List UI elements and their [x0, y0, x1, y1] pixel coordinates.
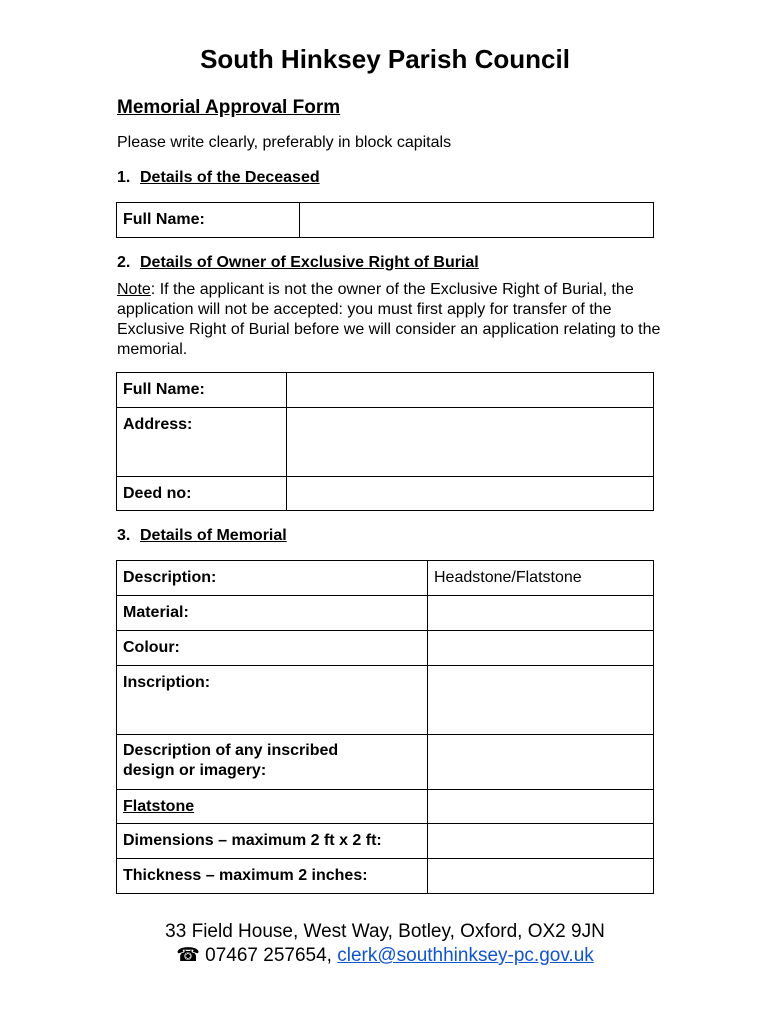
deed-no-label: Deed no:: [117, 477, 287, 511]
table-row: [117, 790, 654, 824]
section-number: 3.: [117, 527, 131, 544]
form-title: Memorial Approval Form: [117, 97, 341, 118]
section-number: 2.: [117, 254, 131, 271]
table-row: [117, 477, 654, 511]
deceased-full-name-label: Full Name:: [117, 203, 300, 238]
colour-label: Colour:: [117, 631, 428, 666]
note-label: Note: [117, 281, 151, 298]
inscription-label: Inscription:: [117, 666, 428, 735]
section-3-heading: [117, 527, 287, 545]
table-row: [117, 596, 654, 631]
design-label-line2: design or imagery:: [123, 762, 267, 779]
flatstone-label: Flatstone: [117, 790, 428, 824]
section-number: 1.: [117, 169, 131, 186]
footer: [0, 920, 770, 968]
description-label: Description:: [117, 561, 428, 596]
inscription-field[interactable]: [428, 666, 654, 735]
table-row: [117, 824, 654, 859]
footer-contact: [0, 944, 770, 968]
ownership-note: [117, 280, 662, 360]
design-label-line1: Description of any inscribed: [123, 742, 339, 759]
table-row: [117, 666, 654, 735]
owner-full-name-label: Full Name:: [117, 373, 287, 408]
deed-no-field[interactable]: [287, 477, 654, 511]
footer-address: 33 Field House, West Way, Botley, Oxford, OX2 9JN: [165, 921, 605, 942]
owner-full-name-field[interactable]: [287, 373, 654, 408]
table-row: [117, 631, 654, 666]
owner-table: [116, 372, 654, 511]
table-row: [117, 561, 654, 596]
dimensions-field[interactable]: [428, 824, 654, 859]
thickness-field[interactable]: [428, 859, 654, 894]
colour-field[interactable]: [428, 631, 654, 666]
table-row: [117, 735, 654, 790]
instructions: Please write clearly, preferably in block capitals: [117, 134, 452, 151]
thickness-label: Thickness – maximum 2 inches:: [117, 859, 428, 894]
owner-address-field[interactable]: [287, 408, 654, 477]
table-row: [117, 859, 654, 894]
material-field[interactable]: [428, 596, 654, 631]
email-link[interactable]: clerk@southhinksey-pc.gov.uk: [337, 945, 594, 966]
owner-address-label: Address:: [117, 408, 287, 477]
section-title: Details of the Deceased: [140, 169, 320, 186]
memorial-table: [116, 560, 654, 894]
section-title: Details of Owner of Exclusive Right of Burial: [140, 254, 479, 271]
design-label: [117, 735, 428, 790]
page-title: South Hinksey Parish Council: [200, 44, 570, 74]
table-row: [117, 408, 654, 477]
footer-phone: 07467 257654,: [205, 945, 332, 966]
design-field[interactable]: [428, 735, 654, 790]
dimensions-label: Dimensions – maximum 2 ft x 2 ft:: [117, 824, 428, 859]
deceased-full-name-field[interactable]: [300, 203, 654, 238]
flatstone-field: [428, 790, 654, 824]
deceased-table: [116, 202, 654, 238]
phone-icon: ☎: [176, 945, 200, 966]
section-2-heading: [117, 254, 479, 272]
material-label: Material:: [117, 596, 428, 631]
description-field[interactable]: Headstone/Flatstone: [428, 561, 654, 596]
table-row: [117, 373, 654, 408]
section-1-heading: [117, 169, 320, 187]
section-title: Details of Memorial: [140, 527, 287, 544]
note-text: : If the applicant is not the owner of the Exclusive Right of Burial, the application will not be accepted: you must first apply for transfer of the Exclusive Right of Burial before we will consider an application relating to the memorial.: [117, 281, 661, 358]
table-row: [117, 203, 654, 238]
